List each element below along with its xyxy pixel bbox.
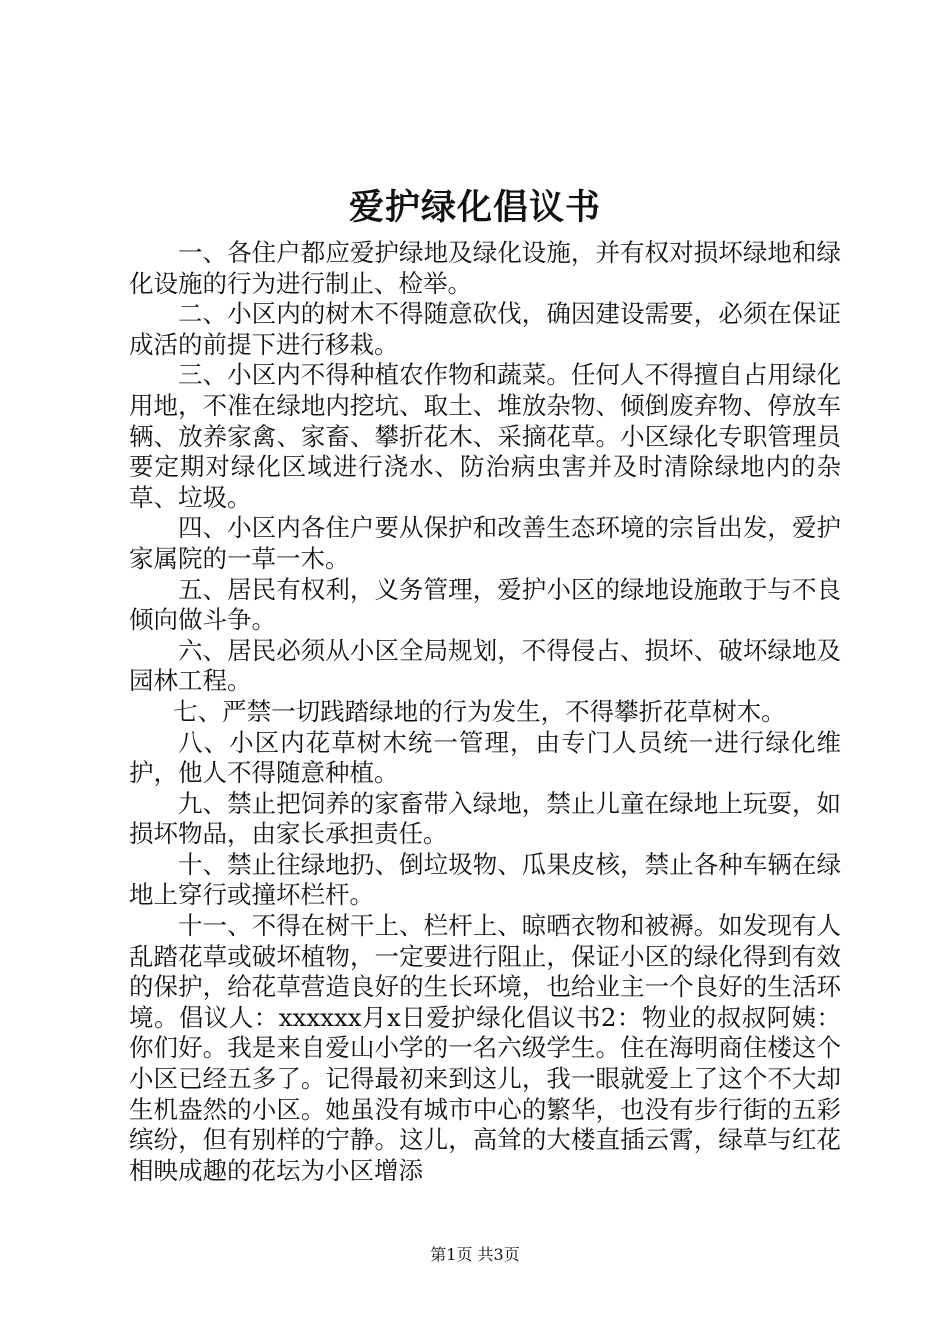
paragraph-8: 八、小区内花草树木统一管理，由专门人员统一进行绿化维护，他人不得随意种植。 bbox=[129, 727, 841, 788]
paragraph-6: 六、居民必须从小区全局规划，不得侵占、损坏、破坏绿地及园林工程。 bbox=[129, 635, 841, 696]
paragraph-9: 九、禁止把饲养的家畜带入绿地，禁止儿童在绿地上玩耍，如损坏物品，由家长承担责任。 bbox=[129, 788, 841, 849]
page-number-footer: 第1页 共3页 bbox=[430, 1245, 520, 1264]
paragraph-5: 五、居民有权利，义务管理，爱护小区的绿地设施敢于与不良倾向做斗争。 bbox=[129, 574, 841, 635]
paragraph-11: 十一、不得在树干上、栏杆上、晾晒衣物和被褥。如发现有人乱踏花草或破坏植物，一定要进行阻止，保证小区的绿化得到有效的保护，给花草营造良好的生长环境，也给业主一个良好的生活环境。倡议人：xxxxxx月x日爱护绿化倡议书2：物业的叔叔阿姨：你们好。我是来自爱山小学的一名六级学生。住在海明商住楼这个小区已经五多了。记得最初来到这儿，我一眼就爱上了这个不大却生机盎然的小区。她虽没有城市中心的繁华，也没有步行街的五彩缤纷，但有别样的宁静。这儿，高耸的大楼直插云霄，绿草与红花相映成趣的花坛为小区增添 bbox=[129, 911, 841, 1185]
paragraph-3: 三、小区内不得种植农作物和蔬菜。任何人不得擅自占用绿化用地，不准在绿地内挖坑、取土、堆放杂物、倾倒废弃物、停放车辆、放养家禽、家畜、攀折花木、采摘花草。小区绿化专职管理员要定期对绿化区域进行浇水、防治病虫害并及时清除绿地内的杂草、垃圾。 bbox=[129, 360, 841, 512]
document-body bbox=[129, 238, 841, 1186]
paragraph-10: 十、禁止往绿地扔、倒垃圾物、瓜果皮核，禁止各种车辆在绿地上穿行或撞坏栏杆。 bbox=[129, 849, 841, 910]
paragraph-1: 一、各住户都应爱护绿地及绿化设施，并有权对损坏绿地和绿化设施的行为进行制止、检举。 bbox=[129, 238, 841, 298]
document-title: 爱护绿化倡议书 bbox=[348, 187, 601, 228]
paragraph-4: 四、小区内各住户要从保护和改善生态环境的宗旨出发，爱护家属院的一草一木。 bbox=[129, 513, 841, 573]
paragraph-2: 二、小区内的树木不得随意砍伐，确因建设需要，必须在保证成活的前提下进行移栽。 bbox=[129, 299, 841, 359]
paragraph-7: 七、严禁一切践踏绿地的行为发生，不得攀折花草树木。 bbox=[173, 696, 786, 726]
